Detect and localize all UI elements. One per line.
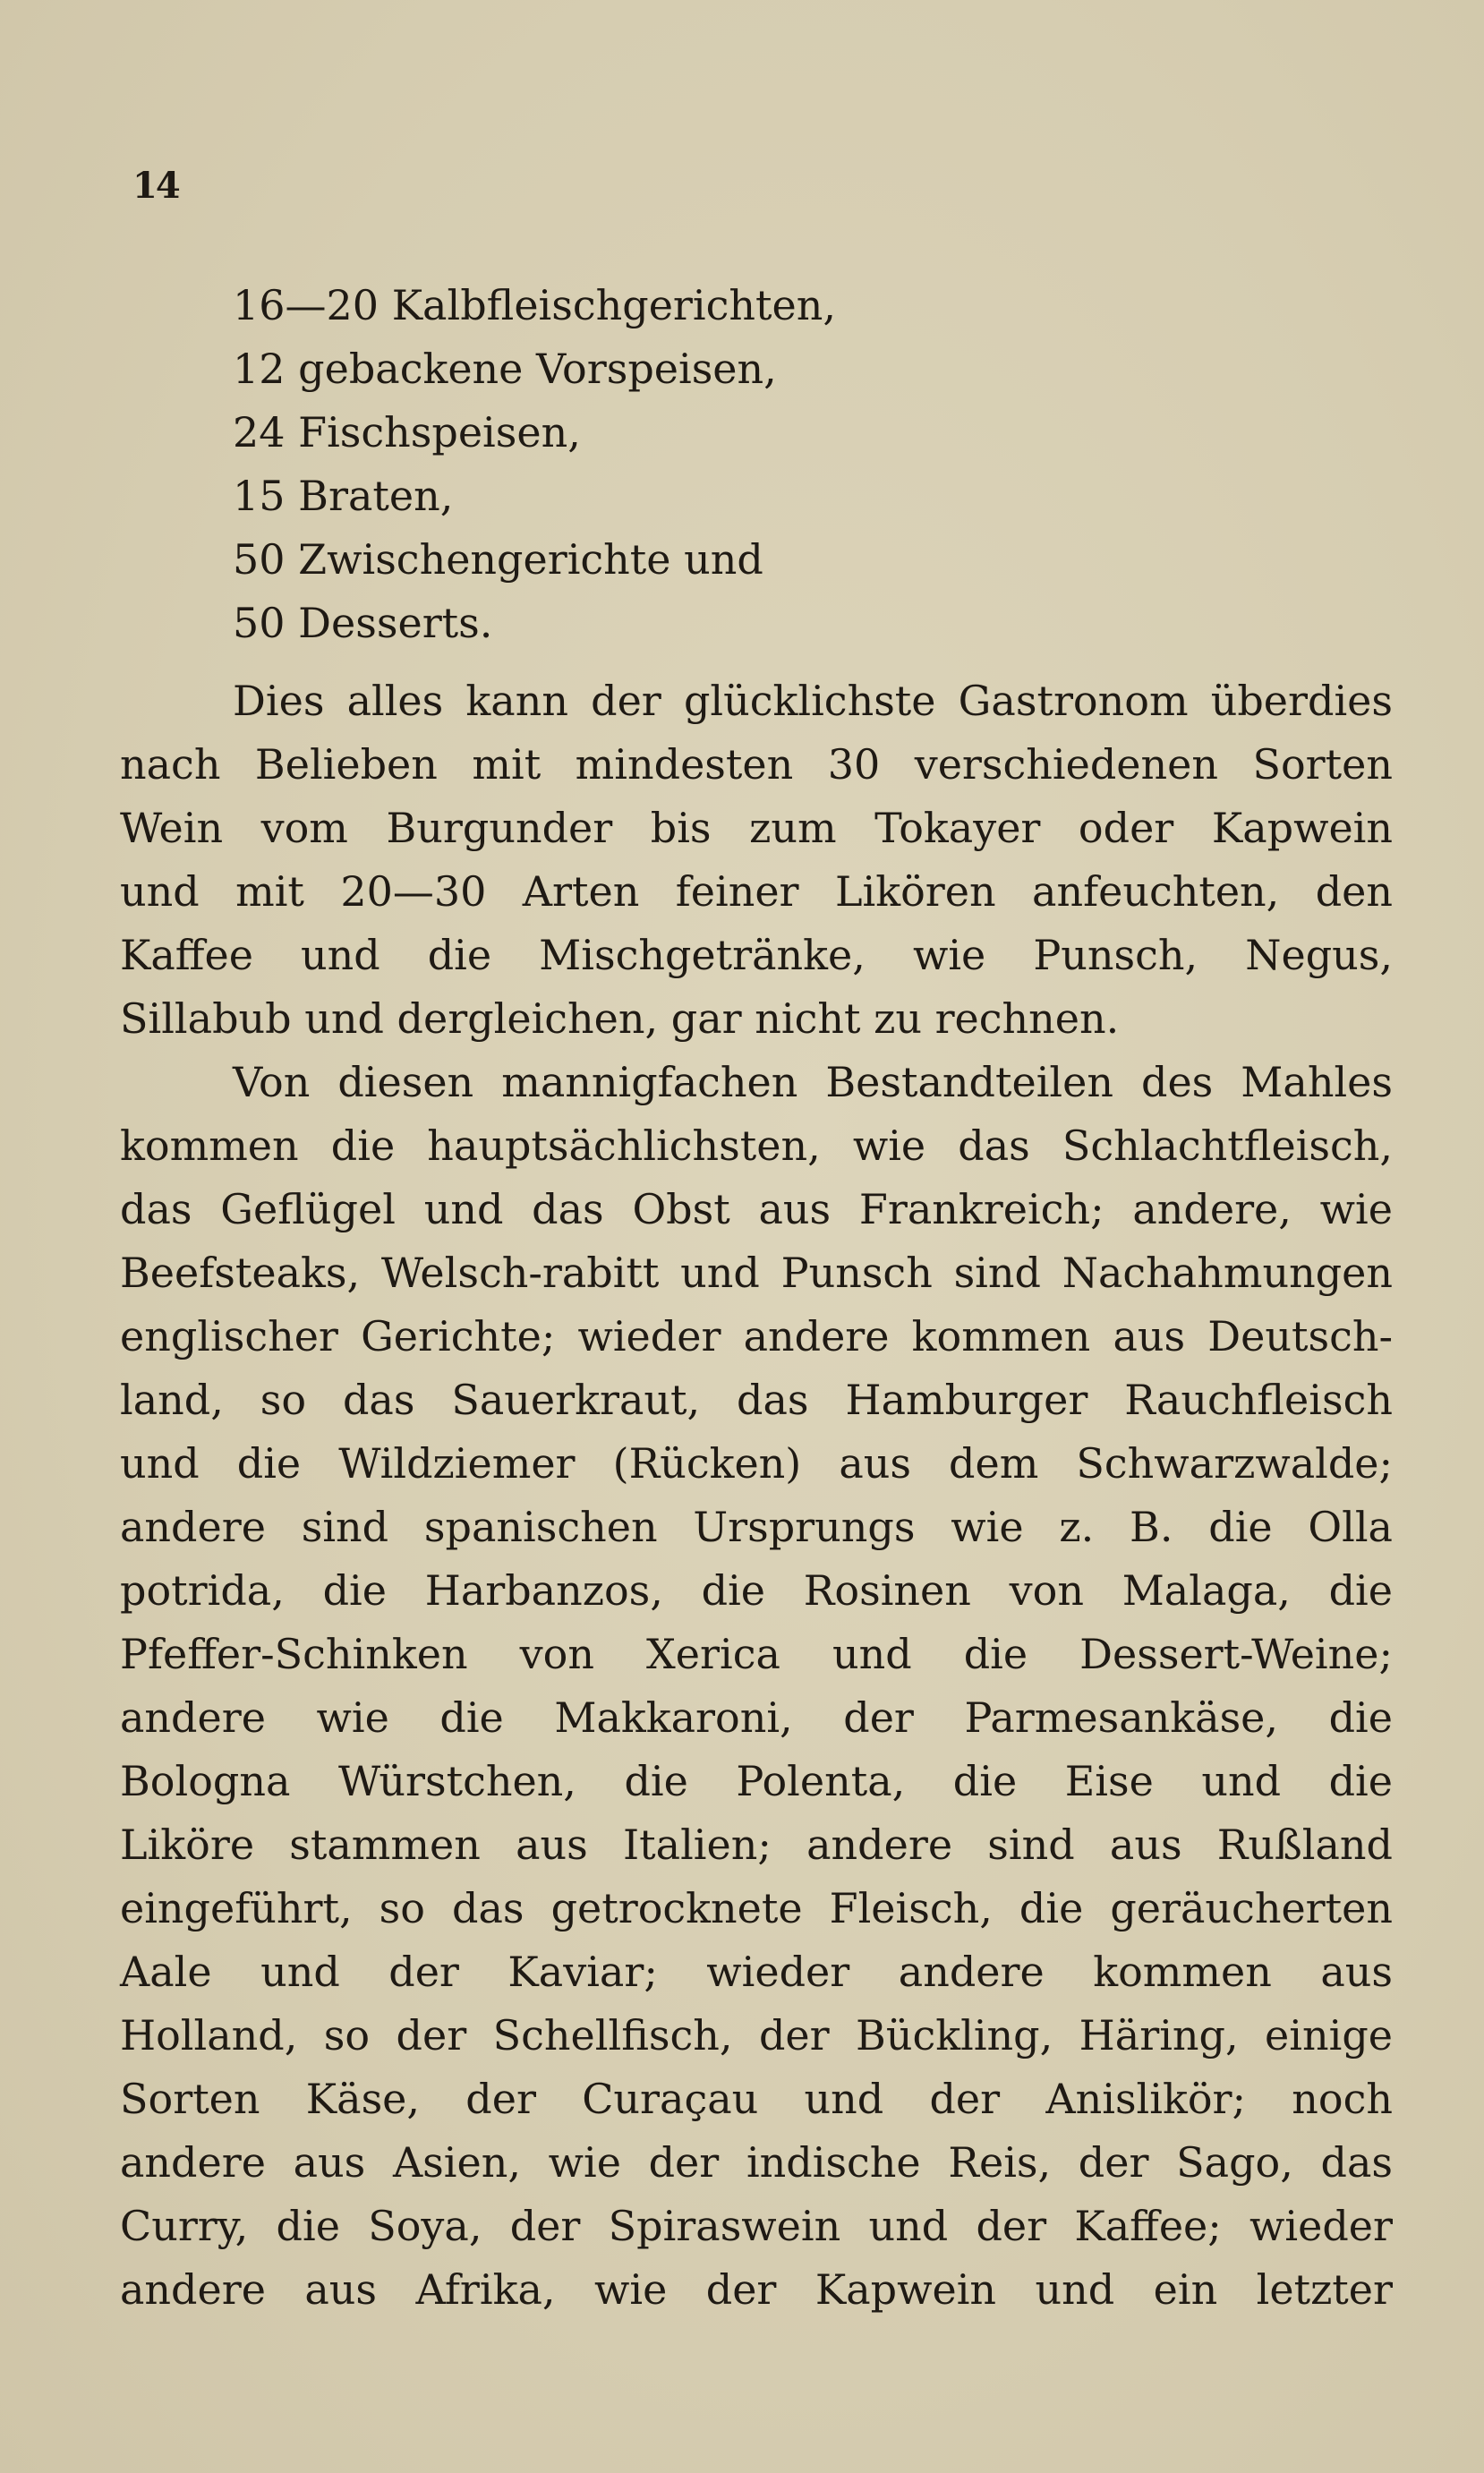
text-line: Von diesen mannigfachen Bestandteilen des Mahles [233,1058,1393,1106]
text-line: Sorten Käse, der Curaçau und der Anislikör; noch [120,2075,1393,2123]
text-line: Kaffee und die Mischgetränke, wie Punsch, Negus, [120,931,1393,979]
list-item: 50 Desserts. [233,599,493,647]
list-item: 15 Braten, [233,472,454,520]
text-line: Wein vom Burgunder bis zum Tokayer oder Kapwein [120,804,1393,852]
text-line: und die Wildziemer (Rücken) aus dem Schwarzwalde; [120,1439,1393,1488]
list-item: 50 Zwischengerichte und [233,535,763,584]
text-line: Sillabub und dergleichen, gar nicht zu rechnen. [120,994,1120,1043]
text-line: Beefsteaks, Welsch-rabitt und Punsch sind Nachahmungen [120,1249,1393,1297]
text-line: das Geflügel und das Obst aus Frankreich; andere, wie [120,1185,1393,1233]
text-line: land, so das Sauerkraut, das Hamburger Rauchfleisch [120,1376,1393,1424]
text-line: und mit 20—30 Arten feiner Likören anfeuchten, den [120,867,1393,916]
text-line: potrida, die Harbanzos, die Rosinen von Malaga, die [120,1566,1393,1615]
text-line: andere aus Afrika, wie der Kapwein und ein letzter [120,2265,1393,2314]
paragraph-2 [120,1051,1393,2322]
paragraph-1 [120,669,1393,1051]
list-item: 24 Fischspeisen, [233,408,581,456]
text-line: Dies alles kann der glücklichste Gastronom überdies [233,677,1393,725]
text-line: Liköre stammen aus Italien; andere sind aus Rußland [120,1821,1393,1869]
text-line: Aale und der Kaviar; wieder andere kommen aus [120,1948,1393,1996]
dish-count-list [233,274,836,655]
text-line: Holland, so der Schellfisch, der Bückling, Häring, einige [120,2011,1393,2059]
text-line: Curry, die Soya, der Spiraswein und der Kaffee; wieder [120,2202,1393,2250]
text-line: Pfeffer-Schinken von Xerica und die Dessert-Weine; [120,1630,1393,1678]
text-line: andere sind spanischen Ursprungs wie z. B. die Olla [120,1503,1393,1551]
text-line: Bologna Würstchen, die Polenta, die Eise und die [120,1757,1393,1805]
text-line: kommen die hauptsächlichsten, wie das Schlachtfleisch, [120,1121,1393,1170]
text-line: andere aus Asien, wie der indische Reis, der Sago, das [120,2138,1393,2187]
list-item: 12 gebackene Vorspeisen, [233,345,777,393]
text-line: nach Belieben mit mindesten 30 verschiedenen Sorten [120,740,1393,789]
text-line: andere wie die Makkaroni, der Parmesankäse, die [120,1693,1393,1742]
list-item: 16—20 Kalbfleischgerichten, [233,281,836,329]
text-line: eingeführt, so das getrocknete Fleisch, die geräucherten [120,1884,1393,1932]
text-line: englischer Gerichte; wieder andere kommen aus Deutsch- [120,1312,1393,1360]
page-number: 14 [132,165,179,207]
